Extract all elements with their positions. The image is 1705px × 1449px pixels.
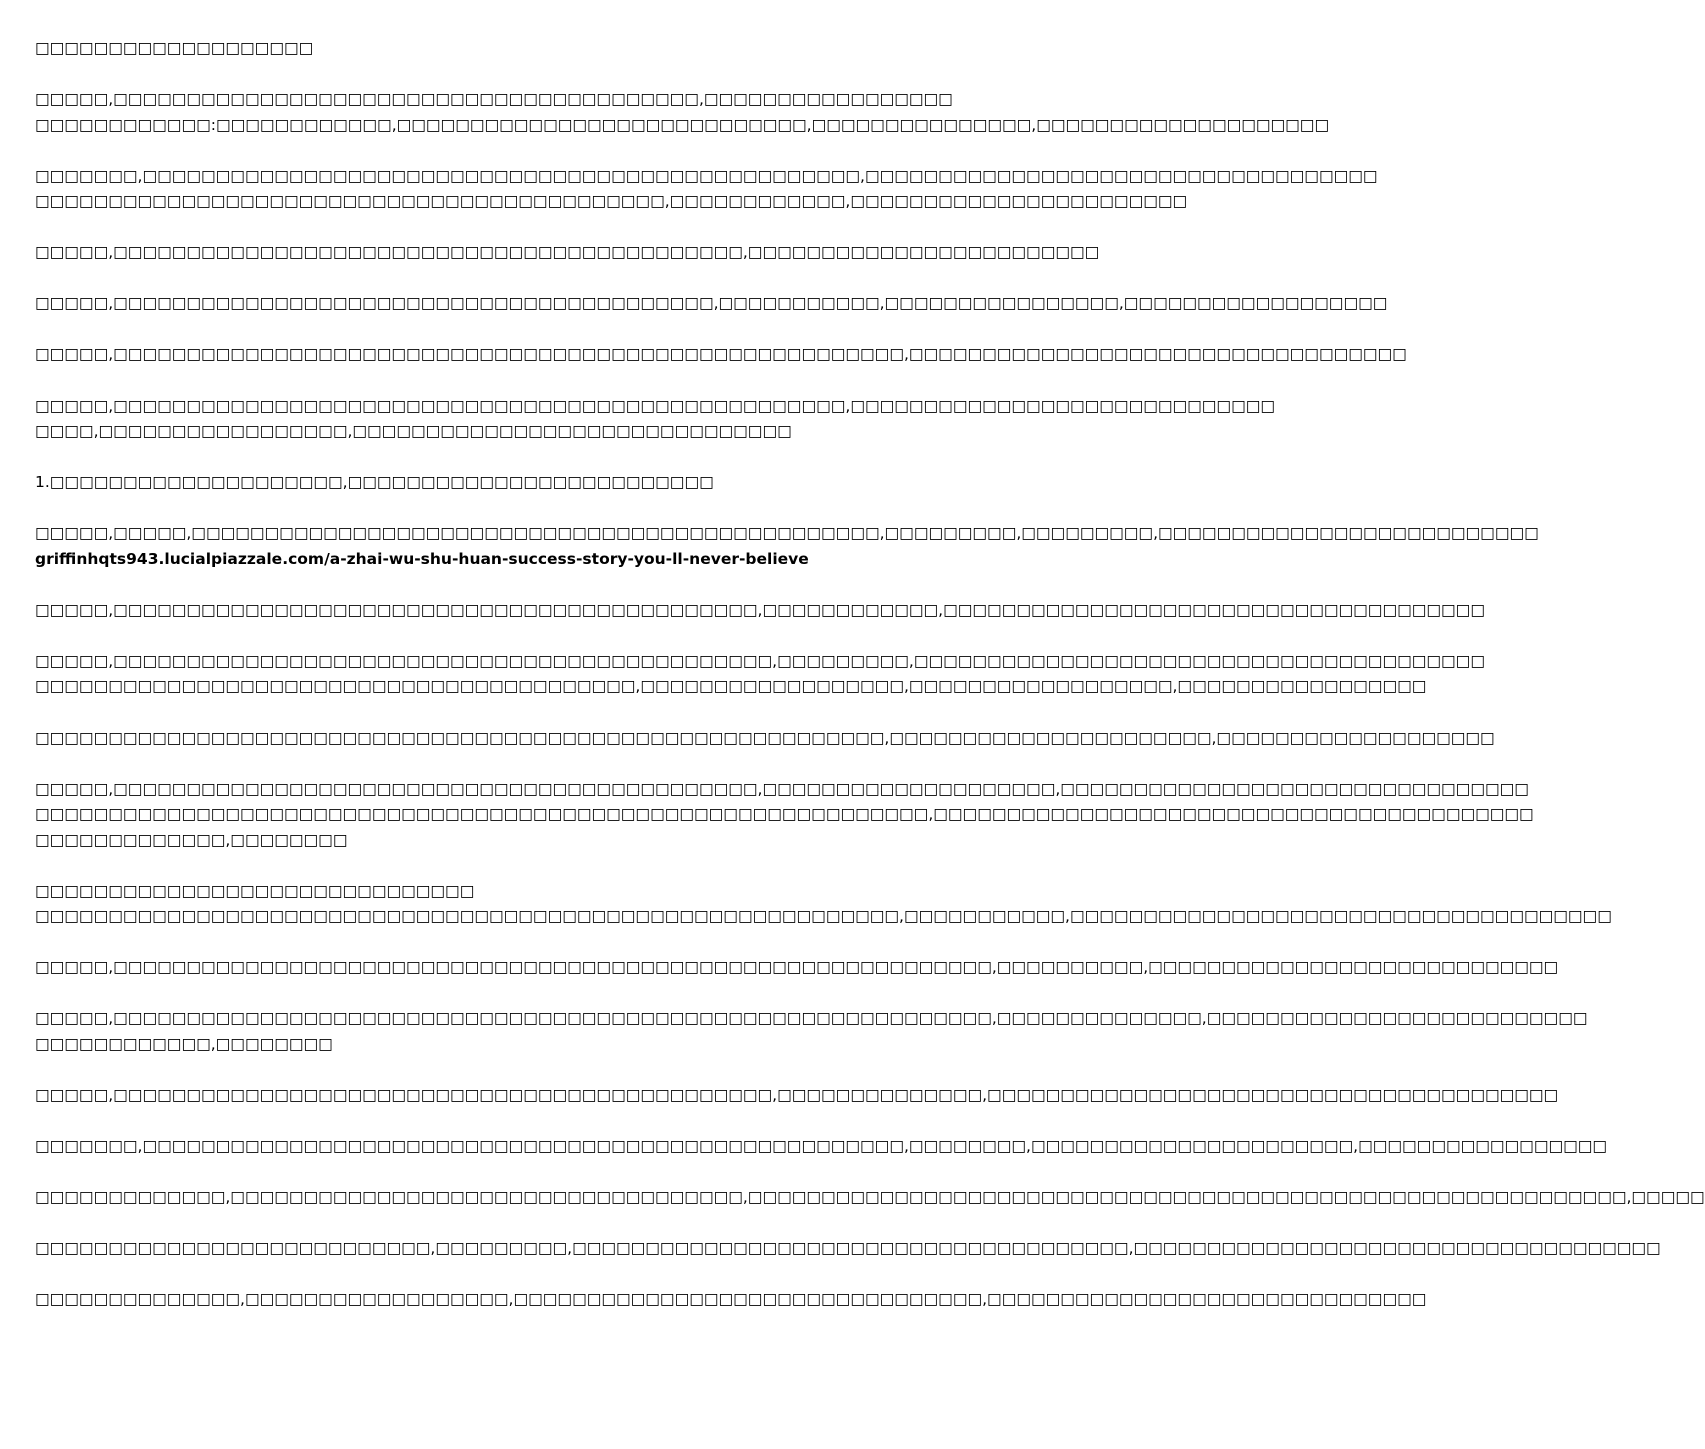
paragraph-20: [35, 1236, 1661, 1262]
paragraph-9: [35, 521, 1539, 572]
paragraph-15: [35, 955, 1559, 981]
text-line: □□□□□,□□□□□□□□□□□□□□□□□□□□□□□□□□□□□□□□□□□□□□□□□,□□□□□□□□□□□,□□□□□□□□□□□□□□□□,□□□□□□□□□□□□□□□□□□: [35, 294, 1388, 313]
text-line: □□□□□□□□□□□□□□□□□□□□□□□□□□□□□□□□□□□□□□□□□□□□□□□□□□□□□□□□□□□,□□□□□□□□□□□,□□□□□□□□□□□□□□□□□□□□□□□□□□□□□□□□□□□□□: [35, 907, 1612, 926]
text-line: □□□□□□□□□□□□□□,□□□□□□□□□□□□□□□□□□,□□□□□□□□□□□□□□□□□□□□□□□□□□□□□□□□,□□□□□□□□□□□□□□□□□□□□□□□□□□□□□□: [35, 1290, 1427, 1309]
text-line: □□□□□,□□□□□□□□□□□□□□□□□□□□□□□□□□□□□□□□□□□□□□□□□□□□□□□□□□□□□□□□□□□□,□□□□□□□□□□,□□□□□□□□□□□□□□□□□□□□□□□□□□□□: [35, 958, 1559, 977]
paragraph-1: [35, 36, 989, 62]
paragraph-14: [35, 879, 1612, 930]
paragraph-11: [35, 649, 1485, 700]
text-line: □□□□□□□,□□□□□□□□□□□□□□□□□□□□□□□□□□□□□□□□□□□□□□□□□□□□□□□□□□□□,□□□□□□□□,□□□□□□□□□□□□□□□□□□□□□□,□□□□□□□□□□□□□□□□□: [35, 1137, 1608, 1156]
paragraph-10: [35, 598, 1485, 624]
text-line: 1.□□□□□□□□□□□□□□□□□□□□,□□□□□□□□□□□□□□□□□□□□□□□□□: [35, 473, 714, 492]
text-line: □□□□□,□□□□□,□□□□□□□□□□□□□□□□□□□□□□□□□□□□□□□□□□□□□□□□□□□□□□□,□□□□□□□□□,□□□□□□□□□,□□□□□□□□□□□□□□□□□□□□□□□□□□: [35, 524, 1539, 543]
paragraph-4: [35, 240, 1100, 266]
text-line: □□□□□,□□□□□□□□□□□□□□□□□□□□□□□□□□□□□□□□□□□□□□□□□□□□,□□□□□□□□□□□□□□□□□□□□,□□□□□□□□□□□□□□□□□□□□□□□□□□□□□□□□: [35, 779, 1529, 798]
paragraph-18: [35, 1134, 1608, 1160]
text-line: □□□□□□□□□□□□:□□□□□□□□□□□□,□□□□□□□□□□□□□□□□□□□□□□□□□□□□,□□□□□□□□□□□□□□□,□□□□□□□□□□□□□□□□□□□□: [35, 115, 1330, 134]
text-line: □□□□□,□□□□□□□□□□□□□□□□□□□□□□□□□□□□□□□□□□□□□□□□□□□□,□□□□□□□□□□□□,□□□□□□□□□□□□□□□□□□□□□□□□□□□□□□□□□□□□□: [35, 600, 1485, 619]
paragraph-2: [35, 87, 1330, 138]
paragraph-21: [35, 1287, 1427, 1313]
text-line: □□□□□□□□□□□□,□□□□□□□□: [35, 1034, 333, 1053]
text-line: □□□□□,□□□□□□□□□□□□□□□□□□□□□□□□□□□□□□□□□□□□□□□□,□□□□□□□□□□□□□□□□□: [35, 90, 953, 109]
text-line: □□□□□□□□□□□□□,□□□□□□□□: [35, 830, 348, 849]
text-line: □□□□□,□□□□□□□□□□□□□□□□□□□□□□□□□□□□□□□□□□□□□□□□□□□□□,□□□□□□□□□,□□□□□□□□□□□□□□□□□□□□□□□□□□□□□□□□□□□□□□□: [35, 651, 1485, 670]
paragraph-12: [35, 726, 1495, 752]
paragraph-5: [35, 291, 1388, 317]
article-link[interactable]: griffinhqts943.lucialpiazzale.com/a-zhai-wu-shu-huan-success-story-you-ll-never-believe: [35, 549, 809, 568]
paragraph-8: [35, 470, 989, 496]
text-line: □□□□□,□□□□□□□□□□□□□□□□□□□□□□□□□□□□□□□□□□□□□□□□□□□,□□□□□□□□□□□□□□□□□□□□□□□□: [35, 243, 1100, 262]
text-line: □□□□□□□,□□□□□□□□□□□□□□□□□□□□□□□□□□□□□□□□□□□□□□□□□□□□□□□□□,□□□□□□□□□□□□□□□□□□□□□□□□□□□□□□□□□□□: [35, 166, 1378, 185]
text-line: □□□□□□□□□□□□□□□□□□□□□□□□□□□,□□□□□□□□□,□□□□□□□□□□□□□□□□□□□□□□□□□□□□□□□□□□□□□□,□□□□□□□□□□□□□□□□□□□□□□□□□□□□□□□□□□□□: [35, 1239, 1661, 1258]
text-line: □□□□□□□□□□□□□□□□□□□□□□□□□□□□□□□□□□□□□□□□□,□□□□□□□□□□□□□□□□□□,□□□□□□□□□□□□□□□□□□,□□□□□□□□□□□□□□□□□: [35, 677, 1427, 696]
text-line: □□□□□,□□□□□□□□□□□□□□□□□□□□□□□□□□□□□□□□□□□□□□□□□□□□□,□□□□□□□□□□□□□□,□□□□□□□□□□□□□□□□□□□□□□□□□□□□□□□□□□□□□□□: [35, 1086, 1559, 1104]
text-line: □□□□,□□□□□□□□□□□□□□□□□,□□□□□□□□□□□□□□□□□□□□□□□□□□□□□□: [35, 422, 792, 441]
text-line: □□□□□□□□□□□□□□□□□□□□□□□□□□□□□□□□□□□□□□□□□□□□□□□□□□□□□□□□□□,□□□□□□□□□□□□□□□□□□□□□□,□□□□□□□□□□□□□□□□□□□: [35, 728, 1495, 747]
text-line: □□□□□□□□□□□□□□□□□□□: [35, 39, 314, 57]
text-line: □□□□□,□□□□□□□□□□□□□□□□□□□□□□□□□□□□□□□□□□□□□□□□□□□□□□□□□□,□□□□□□□□□□□□□□□□□□□□□□□□□□□□□: [35, 396, 1276, 415]
document-body: [35, 36, 1705, 1338]
text-line: □□□□□□□□□□□□□,□□□□□□□□□□□□□□□□□□□□□□□□□□□□□□□□□□□,□□□□□□□□□□□□□□□□□□□□□□□□□□□□□□□□□□□□□□□□□□□□□□□□□□□□□□□□□□□□,□□□□□: [35, 1188, 1705, 1207]
paragraph-16: [35, 1006, 1588, 1057]
text-line: □□□□□□□□□□□□□□□□□□□□□□□□□□□□□□□□□□□□□□□□□□□□□□□□□□□□□□□□□□□□□,□□□□□□□□□□□□□□□□□□□□□□□□□□□□□□□□□□□□□□□□□: [35, 805, 1534, 824]
paragraph-13: [35, 777, 1534, 854]
text-line: □□□□□□□□□□□□□□□□□□□□□□□□□□□□□□: [35, 881, 475, 900]
text-line: □□□□□,□□□□□□□□□□□□□□□□□□□□□□□□□□□□□□□□□□□□□□□□□□□□□□□□□□□□□□,□□□□□□□□□□□□□□□□□□□□□□□□□□□□□□□□□□: [35, 345, 1407, 364]
paragraph-19: [35, 1185, 1705, 1211]
text-line: □□□□□,□□□□□□□□□□□□□□□□□□□□□□□□□□□□□□□□□□□□□□□□□□□□□□□□□□□□□□□□□□□□,□□□□□□□□□□□□□□,□□□□□□□□□□□□□□□□□□□□□□□□□□: [35, 1009, 1588, 1028]
paragraph-6: [35, 342, 1407, 368]
paragraph-3: [35, 164, 1378, 215]
text-line: □□□□□□□□□□□□□□□□□□□□□□□□□□□□□□□□□□□□□□□□□□□,□□□□□□□□□□□□,□□□□□□□□□□□□□□□□□□□□□□□: [35, 192, 1188, 211]
paragraph-17: [35, 1083, 1559, 1109]
paragraph-7: [35, 394, 1276, 445]
